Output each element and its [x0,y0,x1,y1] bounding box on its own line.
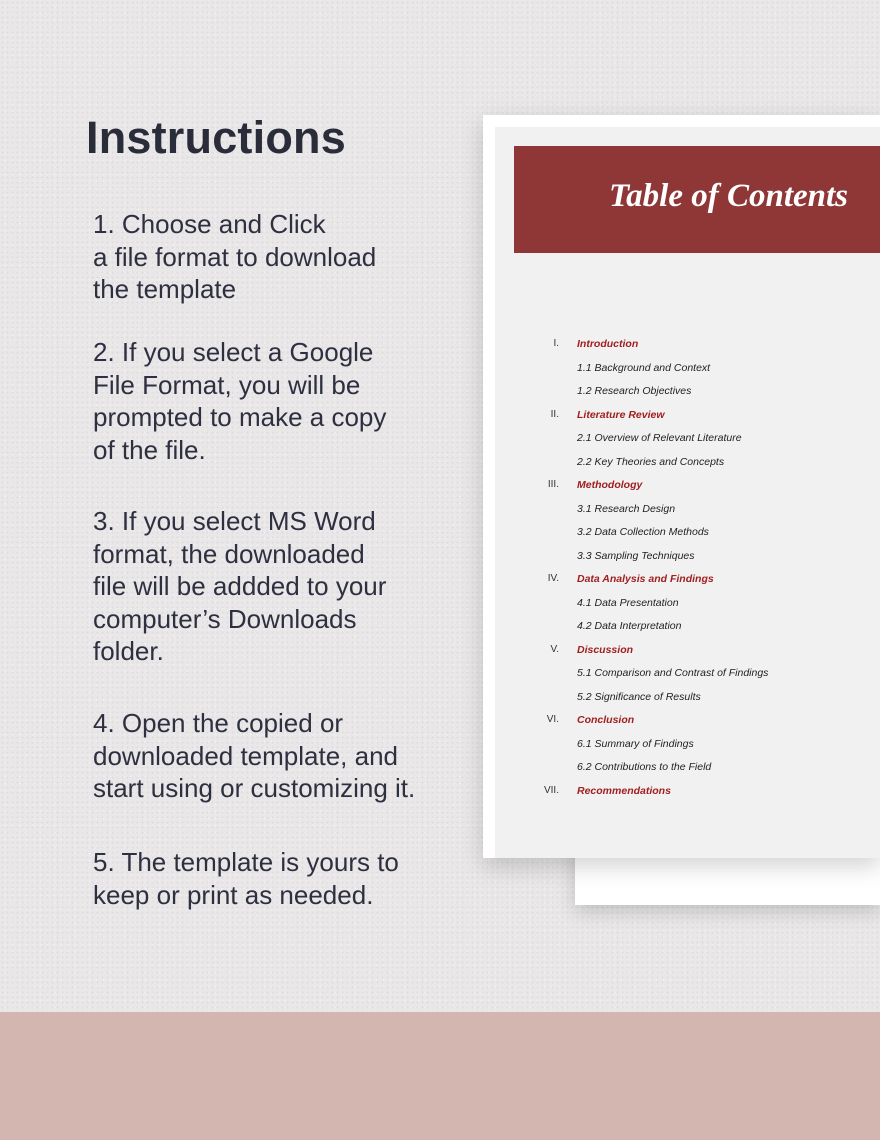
toc-entry-text: Discussion [577,643,634,656]
toc-subsection-entry [495,385,880,403]
toc-entry-text: 6.1 Summary of Findings [577,737,694,750]
toc-entry-text: 2.2 Key Theories and Concepts [577,455,725,468]
toc-entry-text: 6.2 Contributions to the Field [577,761,712,773]
instruction-step-5: 5. The template is yours to keep or print as needed. [93,847,399,910]
toc-entry-number: II. [550,408,559,420]
bottom-band [0,1012,880,1140]
toc-entry-text: 3.1 Research Design [577,502,676,515]
toc-entry-text: 2.1 Overview of Relevant Literature [577,432,742,444]
instruction-step-3: 3. If you select MS Word format, the downloaded file will be addded to your computer’s Downloads folder. [93,506,387,666]
toc-entry-text: Data Analysis and Findings [577,573,714,585]
toc-section-entry [495,338,880,356]
toc-entry-text: 5.2 Significance of Results [577,690,701,703]
toc-entry-text: Conclusion [577,714,635,726]
toc-entry-number: VI. [546,714,559,725]
toc-section-entry [495,479,880,497]
toc-entry-text: Literature Review [577,408,665,421]
toc-entry-text: 4.2 Data Interpretation [577,620,682,632]
toc-entry-text: 1.2 Research Objectives [577,385,692,397]
toc-entry-text: Introduction [577,338,639,350]
toc-subsection-entry [495,691,880,709]
toc-entry-number: IV. [547,573,559,584]
toc-entry-text: 3.3 Sampling Techniques [577,549,695,562]
toc-subsection-entry [495,503,880,521]
toc-subsection-entry [495,526,880,544]
document-page [495,127,880,858]
toc-entry-text: Recommendations [577,784,671,797]
toc-entry-text: 1.1 Background and Context [577,361,711,374]
toc-subsection-entry [495,597,880,615]
toc-section-entry [495,714,880,732]
toc-entry-number: V. [550,643,559,655]
toc-subsection-entry [495,432,880,450]
toc-entry-text: 4.1 Data Presentation [577,596,679,609]
toc-entry-text: 3.2 Data Collection Methods [577,526,709,538]
toc-entry-number: I. [553,338,559,349]
instruction-step-4: 4. Open the copied or downloaded template, and start using or customizing it. [93,708,416,803]
toc-entry-number: III. [547,479,559,490]
instruction-step-1: 1. Choose and Click a file format to download the template [93,209,377,304]
toc-entry-text: 5.1 Comparison and Contrast of Findings [577,667,769,679]
toc-subsection-entry [495,620,880,638]
toc-subsection-entry [495,761,880,779]
toc-subsection-entry [495,738,880,756]
toc-title: Table of Contents [609,178,848,214]
document-preview [483,115,880,858]
toc-section-entry [495,409,880,427]
toc-header-banner [514,146,880,253]
toc-subsection-entry [495,362,880,380]
toc-section-entry [495,644,880,662]
toc-subsection-entry [495,456,880,474]
instruction-step-2: 2. If you select a Google File Format, you will be prompted to make a copy of the file. [93,337,387,465]
toc-subsection-entry [495,550,880,568]
toc-entry-text: Methodology [577,479,643,491]
page-title: Instructions [86,112,346,163]
toc-subsection-entry [495,667,880,685]
toc-section-entry [495,785,880,803]
toc-section-entry [495,573,880,591]
toc-entry-number: VII. [543,784,559,796]
